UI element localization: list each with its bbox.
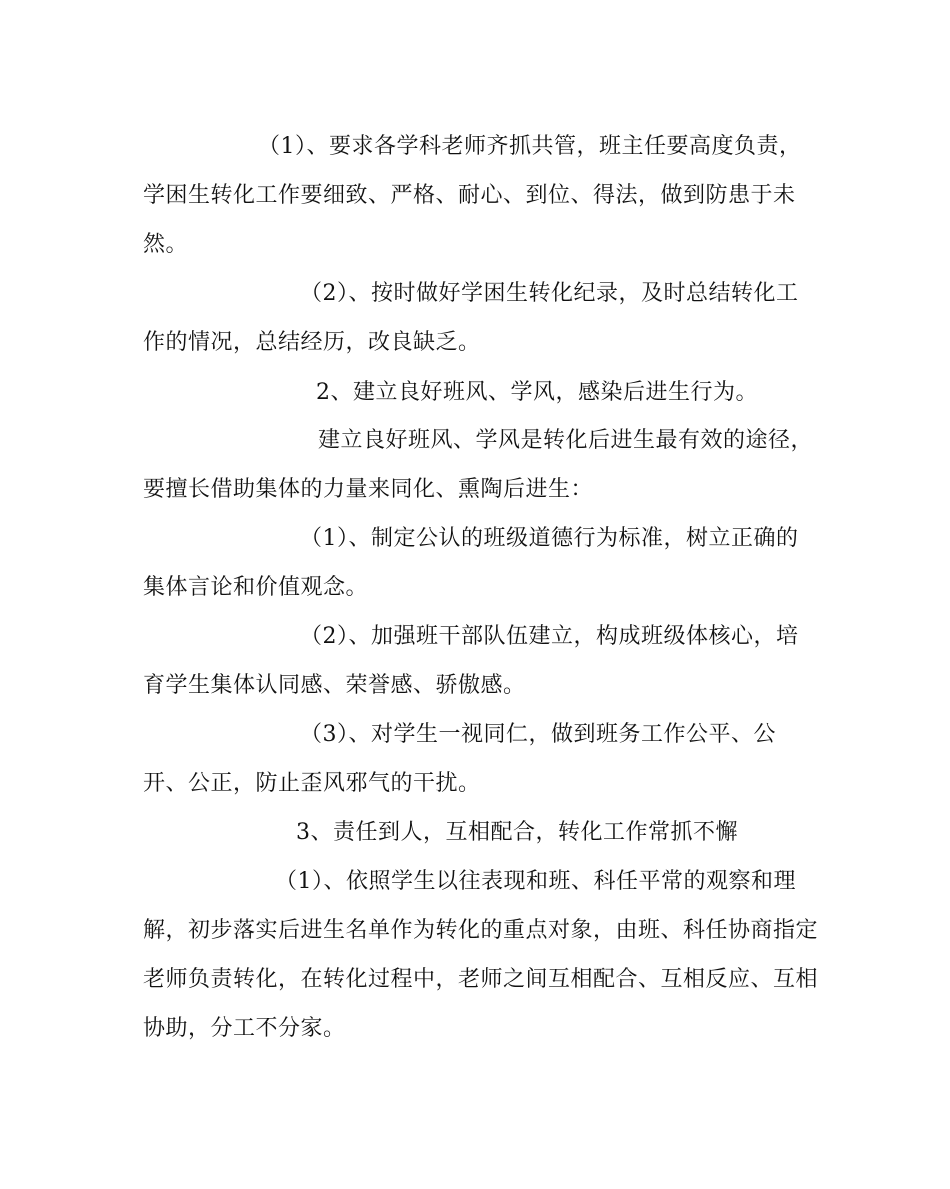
paragraph-line: 要擅长借助集体的力量来同化、熏陶后进生： [143,477,594,502]
paragraph-line: 老师负责转化，在转化过程中，老师之间互相配合、互相反应、互相 [143,967,819,992]
paragraph-line: 建立良好班风、学风是转化后进生最有效的途径， [318,428,814,453]
paragraph-line: （2）、加强班干部队伍建立，构成班级体核心，培 [300,624,799,649]
paragraph-line: 然。 [143,232,189,257]
section-heading: 2、建立良好班风、学风，感染后进生行为。 [316,380,758,405]
paragraph-line: （3）、对学生一视同仁，做到班务工作公平、公 [300,722,776,747]
paragraph-line: （1）、要求各学科老师齐抓共管，班主任要高度负责， [258,134,802,159]
paragraph-line: （1）、依照学生以往表现和班、科任平常的观察和理 [275,869,796,894]
paragraph-line: （2）、按时做好学困生转化纪录，及时总结转化工 [300,281,799,306]
paragraph-line: 集体言论和价值观念。 [143,575,369,600]
paragraph-line: 解，初步落实后进生名单作为转化的重点对象，由班、科任协商指定 [143,918,819,943]
paragraph-line: （1）、制定公认的班级道德行为标准，树立正确的 [300,526,799,551]
paragraph-line: 作的情况，总结经历，改良缺乏。 [143,330,481,355]
paragraph-line: 育学生集体认同感、荣誉感、骄傲感。 [143,673,526,698]
paragraph-line: 学困生转化工作要细致、严格、耐心、到位、得法，做到防患于未 [143,183,796,208]
paragraph-line: 开、公正，防止歪风邪气的干扰。 [143,771,481,796]
paragraph-line: 协助，分工不分家。 [143,1016,346,1041]
section-heading: 3、责任到人，互相配合，转化工作常抓不懈 [296,820,738,845]
